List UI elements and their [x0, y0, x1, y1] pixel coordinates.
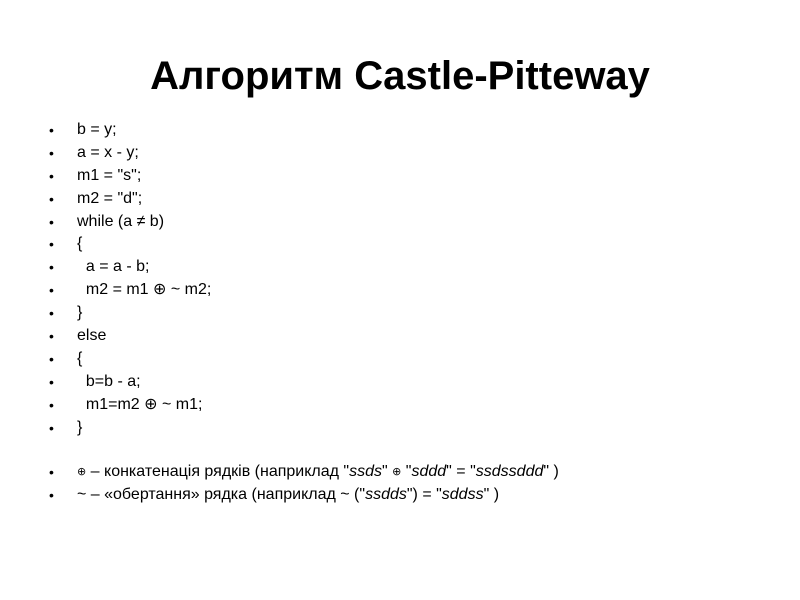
code-text: {	[77, 235, 83, 253]
bullet-icon: •	[49, 328, 54, 345]
concat-operator-icon: ⊕	[77, 466, 87, 479]
code-line-9	[0, 302, 800, 325]
code-text: b = y;	[77, 121, 117, 138]
code-text: else	[77, 327, 107, 345]
code-line-10	[0, 325, 800, 348]
code-line-3	[0, 165, 800, 188]
bullet-icon: •	[49, 122, 54, 138]
bullet-icon: •	[49, 396, 54, 413]
bullet-icon: •	[49, 419, 54, 436]
bullet-icon: •	[49, 167, 54, 184]
code-line-7	[0, 256, 800, 279]
code-text: }	[77, 304, 83, 322]
code-line-12	[0, 371, 800, 394]
code-line-8	[0, 279, 800, 302]
code-line-1	[0, 119, 800, 142]
code-text: {	[77, 349, 83, 367]
note-text: ⊕ – конкатенація рядків (наприклад "ssds" ⊕ "sddd" = "ssdssddd" )	[77, 463, 559, 481]
note-text: ~ – «обертання» рядка (наприклад ~ ("ssdds") = "sddss" )	[77, 486, 500, 504]
code-line-5	[0, 211, 800, 234]
code-line-14	[0, 417, 800, 440]
code-text: m2 = "d";	[77, 189, 143, 207]
code-text: m1 = "s";	[77, 166, 142, 184]
note-concatenation	[0, 461, 800, 484]
bullet-list	[0, 119, 800, 507]
bullet-icon: •	[49, 213, 54, 230]
slide-title: Алгоритм Castle-Pitteway	[150, 54, 650, 98]
code-text: while (a ≠ b)	[77, 212, 165, 230]
bullet-icon: •	[49, 487, 54, 504]
code-text: m2 = m1 ⊕ ~ m2;	[77, 281, 212, 299]
code-text: a = x - y;	[77, 143, 139, 161]
code-text: b=b - a;	[77, 372, 141, 390]
concat-operator-icon: ⊕	[392, 466, 402, 479]
code-line-11	[0, 348, 800, 371]
bullet-icon: •	[49, 464, 54, 481]
bullet-icon: •	[49, 259, 54, 276]
spacer	[0, 439, 800, 461]
code-line-2	[0, 142, 800, 165]
bullet-icon: •	[49, 350, 54, 367]
code-text: m1=m2 ⊕ ~ m1;	[77, 395, 203, 413]
code-text: a = a - b;	[77, 258, 150, 276]
bullet-icon: •	[49, 144, 54, 161]
bullet-icon: •	[49, 236, 54, 253]
bullet-icon: •	[49, 305, 54, 322]
bullet-icon: •	[49, 373, 54, 390]
note-reverse	[0, 484, 800, 507]
code-line-4	[0, 188, 800, 211]
bullet-icon: •	[49, 190, 54, 207]
code-text: }	[77, 418, 83, 436]
code-line-13	[0, 394, 800, 417]
bullet-icon: •	[49, 282, 54, 299]
code-line-6	[0, 233, 800, 256]
